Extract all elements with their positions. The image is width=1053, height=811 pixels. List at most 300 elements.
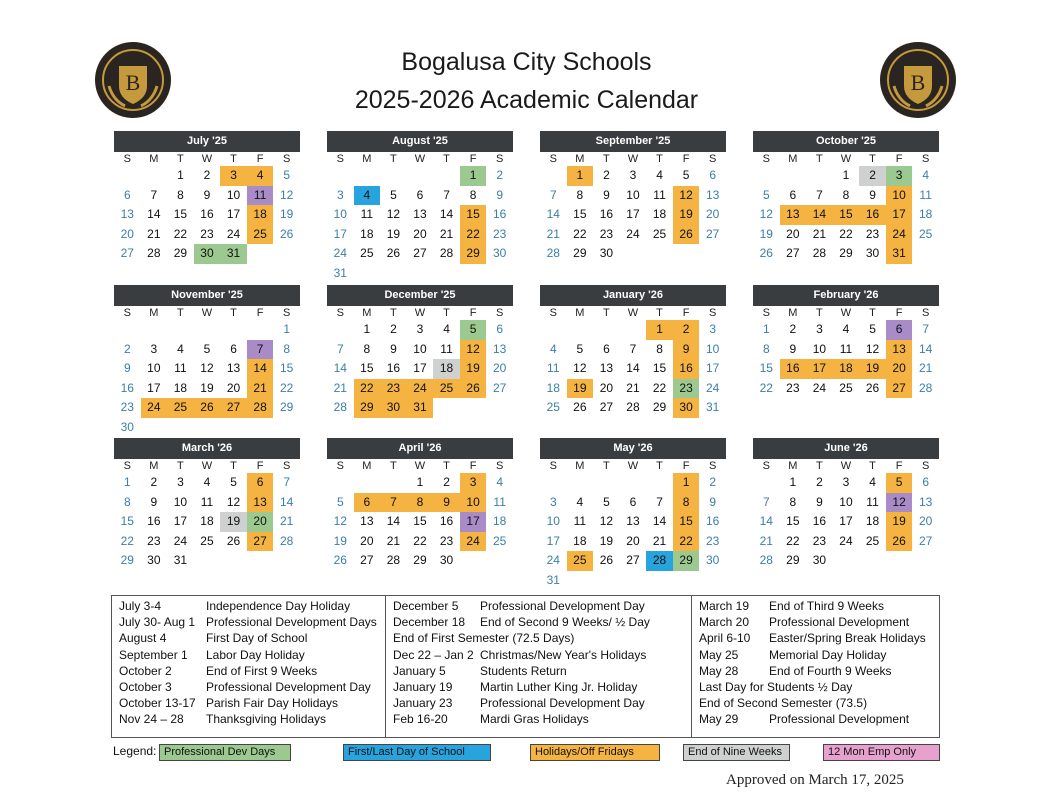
day-cell: 3 bbox=[842, 475, 850, 489]
day-cell: 2 bbox=[443, 475, 450, 489]
event-description: Christmas/New Year's Holidays bbox=[480, 647, 647, 662]
day-cell: 22 bbox=[413, 533, 427, 548]
event-date: July 3-4 bbox=[119, 599, 162, 613]
day-cell: 22 bbox=[839, 226, 853, 241]
weekday-label: W bbox=[201, 153, 213, 165]
day-cell: 29 bbox=[173, 246, 188, 260]
day-cell: 30 bbox=[492, 246, 507, 260]
day-cell: 7 bbox=[549, 187, 557, 202]
weekday-label: S bbox=[708, 307, 717, 319]
day-cell: 17 bbox=[333, 226, 347, 241]
event-description: Professional Development Day bbox=[480, 599, 645, 613]
day-cell: 2 bbox=[123, 341, 131, 356]
event-description: Memorial Day Holiday bbox=[769, 647, 887, 662]
day-cell: 15 bbox=[786, 514, 800, 528]
weekday-label: M bbox=[149, 460, 159, 472]
calendar-title: 2025-2026 Academic Calendar bbox=[354, 86, 699, 114]
empty-day-cell bbox=[141, 166, 168, 186]
event-description: Labor Day Holiday bbox=[206, 647, 305, 662]
empty-day-cell bbox=[753, 166, 780, 186]
day-cell: 11 bbox=[653, 187, 666, 202]
empty-day-cell bbox=[141, 320, 168, 340]
weekday-label: M bbox=[788, 307, 798, 319]
empty-day-cell bbox=[220, 320, 247, 340]
weekday-label: S bbox=[549, 153, 557, 165]
month-calendar bbox=[327, 285, 513, 418]
day-cell: 9 bbox=[603, 187, 610, 202]
day-cell: 9 bbox=[709, 494, 716, 509]
day-cell: 16 bbox=[780, 359, 807, 379]
weekday-label: S bbox=[762, 460, 770, 472]
event-date: Last Day for Students ½ Day bbox=[699, 680, 853, 695]
month-header: June '26 bbox=[753, 438, 939, 459]
day-cell: 2 bbox=[150, 475, 158, 489]
empty-day-cell bbox=[380, 166, 407, 186]
weekday-label: T bbox=[656, 307, 663, 319]
day-cell: 22 bbox=[573, 226, 587, 241]
day-cell: 11 bbox=[200, 494, 214, 509]
month-header: September '25 bbox=[540, 131, 726, 152]
weekday-label: M bbox=[788, 460, 798, 472]
event-description: Martin Luther King Jr. Holiday bbox=[480, 680, 638, 695]
day-cell: 10 bbox=[413, 341, 427, 356]
weekday-header-row bbox=[753, 152, 939, 166]
approval-note: Approved on March 17, 2025 bbox=[726, 772, 904, 788]
day-cell: 15 bbox=[120, 514, 134, 528]
day-cell: 26 bbox=[573, 400, 587, 414]
weekday-header-row bbox=[753, 459, 939, 473]
weekday-label: F bbox=[895, 153, 903, 165]
day-cell: 30 bbox=[673, 398, 700, 418]
day-cell: 25 bbox=[865, 533, 880, 548]
day-grid bbox=[327, 473, 513, 571]
day-cell: 4 bbox=[443, 322, 450, 336]
day-cell: 28 bbox=[386, 553, 401, 567]
day-cell: 18 bbox=[865, 514, 880, 528]
weekday-header-row bbox=[540, 306, 726, 320]
event-description: Mardi Gras Holidays bbox=[480, 712, 589, 727]
event-date: Dec 22 – Jan 2 bbox=[393, 647, 474, 662]
day-cell: 12 bbox=[673, 186, 700, 206]
day-cell: 7 bbox=[247, 340, 274, 360]
empty-day-cell bbox=[194, 320, 221, 340]
day-cell: 26 bbox=[759, 246, 773, 260]
empty-day-cell bbox=[646, 473, 673, 493]
event-row bbox=[699, 598, 941, 614]
day-cell: 9 bbox=[869, 187, 876, 202]
day-cell: 25 bbox=[167, 398, 194, 418]
event-row bbox=[393, 598, 691, 614]
empty-day-cell bbox=[753, 473, 780, 493]
day-cell: 12 bbox=[333, 514, 347, 528]
day-cell: 4 bbox=[869, 475, 876, 489]
weekday-label: T bbox=[390, 307, 397, 319]
day-cell: 25 bbox=[567, 551, 594, 571]
day-cell: 6 bbox=[354, 493, 381, 513]
day-cell: 6 bbox=[123, 187, 131, 202]
month-calendar bbox=[327, 131, 513, 283]
svg-text:B: B bbox=[910, 70, 926, 95]
day-cell: 16 bbox=[147, 514, 161, 528]
day-cell: 15 bbox=[413, 514, 427, 528]
day-cell: 9 bbox=[433, 493, 460, 513]
day-cell: 14 bbox=[806, 205, 833, 225]
day-cell: 24 bbox=[626, 226, 640, 241]
day-cell: 24 bbox=[226, 226, 241, 241]
day-cell: 12 bbox=[759, 207, 773, 221]
day-cell: 24 bbox=[839, 533, 853, 548]
weekday-label: W bbox=[627, 153, 639, 165]
day-cell: 14 bbox=[626, 361, 640, 375]
day-cell: 17 bbox=[626, 207, 640, 221]
day-cell: 11 bbox=[440, 341, 453, 356]
day-cell: 21 bbox=[439, 226, 454, 241]
month-calendar bbox=[540, 131, 726, 264]
day-cell: 28 bbox=[279, 533, 294, 548]
events-column bbox=[386, 596, 692, 737]
weekday-label: T bbox=[230, 153, 237, 165]
day-cell: 20 bbox=[626, 533, 640, 548]
day-grid bbox=[753, 473, 939, 571]
day-cell: 15 bbox=[460, 205, 487, 225]
day-cell: 21 bbox=[652, 533, 667, 548]
day-cell: 7 bbox=[443, 187, 450, 202]
day-cell: 19 bbox=[859, 359, 886, 379]
weekday-label: S bbox=[123, 307, 131, 319]
day-cell: 19 bbox=[220, 512, 247, 532]
day-cell: 31 bbox=[546, 572, 560, 587]
weekday-label: T bbox=[230, 460, 237, 472]
weekday-label: S bbox=[282, 153, 291, 165]
legend-item: First/Last Day of School bbox=[343, 744, 491, 761]
month-calendar bbox=[753, 285, 939, 398]
day-cell: 28 bbox=[759, 553, 773, 567]
weekday-label: T bbox=[816, 307, 823, 319]
day-cell: 21 bbox=[247, 379, 274, 399]
day-cell: 8 bbox=[177, 187, 184, 202]
event-row bbox=[393, 711, 691, 727]
event-row bbox=[699, 679, 941, 695]
weekday-label: M bbox=[575, 307, 585, 319]
day-cell: 7 bbox=[380, 493, 407, 513]
day-cell: 29 bbox=[279, 400, 294, 414]
day-cell: 8 bbox=[283, 341, 290, 356]
district-title: Bogalusa City Schools bbox=[401, 48, 652, 76]
day-cell: 24 bbox=[460, 532, 487, 552]
weekday-label: F bbox=[256, 307, 264, 319]
event-row bbox=[699, 630, 941, 646]
day-cell: 20 bbox=[247, 512, 274, 532]
day-cell: 19 bbox=[567, 379, 594, 399]
weekday-label: S bbox=[708, 153, 717, 165]
day-cell: 13 bbox=[492, 341, 507, 356]
weekday-label: F bbox=[469, 460, 477, 472]
day-cell: 24 bbox=[705, 380, 720, 395]
day-cell: 3 bbox=[177, 475, 184, 489]
event-description: End of Third 9 Weeks bbox=[769, 599, 884, 613]
day-cell: 20 bbox=[360, 533, 374, 548]
day-cell: 4 bbox=[203, 475, 211, 489]
day-cell: 17 bbox=[226, 207, 241, 221]
day-cell: 29 bbox=[786, 553, 800, 567]
day-cell: 26 bbox=[333, 553, 347, 567]
day-cell: 13 bbox=[599, 361, 614, 375]
event-row bbox=[699, 647, 941, 663]
day-cell: 14 bbox=[279, 494, 294, 509]
day-grid bbox=[540, 166, 726, 264]
day-cell: 11 bbox=[839, 341, 853, 356]
day-cell: 23 bbox=[673, 379, 700, 399]
event-row bbox=[393, 647, 691, 663]
day-cell: 12 bbox=[599, 514, 614, 528]
day-grid bbox=[327, 320, 513, 418]
weekday-header-row bbox=[114, 152, 300, 166]
day-cell: 4 bbox=[549, 341, 557, 356]
day-cell: 22 bbox=[460, 225, 487, 245]
day-cell: 1 bbox=[842, 168, 850, 182]
weekday-label: S bbox=[495, 460, 504, 472]
day-cell: 30 bbox=[380, 398, 407, 418]
day-cell: 18 bbox=[573, 533, 587, 548]
month-calendar bbox=[753, 438, 939, 571]
event-row bbox=[119, 695, 385, 711]
day-cell: 4 bbox=[656, 168, 663, 182]
day-cell: 19 bbox=[886, 512, 913, 532]
day-cell: 18 bbox=[247, 205, 274, 225]
day-grid bbox=[753, 320, 939, 398]
day-cell: 26 bbox=[673, 225, 700, 245]
day-cell: 27 bbox=[120, 246, 134, 260]
month-header: November '25 bbox=[114, 285, 300, 306]
day-cell: 19 bbox=[333, 533, 347, 548]
day-cell: 8 bbox=[469, 187, 477, 202]
day-cell: 26 bbox=[279, 226, 294, 241]
weekday-label: S bbox=[549, 307, 557, 319]
day-cell: 27 bbox=[599, 400, 614, 414]
event-date: March 20 bbox=[699, 615, 750, 630]
day-cell: 30 bbox=[439, 553, 454, 567]
day-cell: 23 bbox=[599, 226, 614, 241]
event-description: Independence Day Holiday bbox=[206, 599, 351, 613]
day-cell: 14 bbox=[439, 207, 454, 221]
event-description: Professional Development bbox=[769, 712, 910, 727]
day-cell: 19 bbox=[599, 533, 614, 548]
day-grid bbox=[114, 166, 300, 264]
day-cell: 15 bbox=[573, 207, 587, 221]
month-header: July '25 bbox=[114, 131, 300, 152]
day-cell: 7 bbox=[922, 322, 929, 336]
day-cell: 10 bbox=[886, 186, 913, 206]
weekday-label: F bbox=[682, 460, 690, 472]
day-cell: 16 bbox=[386, 361, 401, 375]
day-cell: 1 bbox=[789, 475, 797, 489]
day-cell: 12 bbox=[886, 493, 913, 513]
day-cell: 24 bbox=[886, 225, 913, 245]
weekday-label: M bbox=[362, 307, 372, 319]
legend-item: End of Nine Weeks bbox=[683, 744, 790, 761]
day-grid bbox=[114, 473, 300, 571]
day-cell: 9 bbox=[123, 361, 131, 375]
day-cell: 17 bbox=[886, 205, 913, 225]
day-cell: 25 bbox=[492, 533, 507, 548]
day-cell: 2 bbox=[603, 168, 610, 182]
day-cell: 4 bbox=[496, 475, 503, 489]
day-cell: 5 bbox=[576, 341, 584, 356]
day-cell: 24 bbox=[333, 246, 347, 260]
day-cell: 22 bbox=[120, 533, 134, 548]
day-cell: 28 bbox=[439, 246, 454, 260]
day-cell: 8 bbox=[576, 187, 584, 202]
day-cell: 5 bbox=[762, 187, 770, 202]
day-cell: 22 bbox=[759, 380, 773, 395]
day-cell: 23 bbox=[439, 533, 454, 548]
day-cell: 15 bbox=[279, 361, 294, 375]
weekday-label: S bbox=[336, 460, 344, 472]
empty-day-cell bbox=[327, 473, 354, 493]
weekday-label: S bbox=[123, 153, 131, 165]
day-cell: 9 bbox=[673, 340, 700, 360]
event-date: July 30- Aug 1 bbox=[119, 615, 196, 630]
day-cell: 17 bbox=[173, 514, 188, 528]
month-calendar bbox=[327, 438, 513, 571]
day-cell: 18 bbox=[918, 207, 933, 221]
day-cell: 1 bbox=[673, 473, 700, 493]
day-cell: 30 bbox=[812, 553, 827, 567]
day-cell: 26 bbox=[886, 532, 913, 552]
day-cell: 14 bbox=[147, 207, 161, 221]
day-cell: 14 bbox=[247, 359, 274, 379]
day-cell: 26 bbox=[194, 398, 221, 418]
day-cell: 6 bbox=[709, 168, 716, 182]
day-cell: 12 bbox=[460, 340, 487, 360]
day-cell: 12 bbox=[200, 361, 214, 375]
day-cell: 9 bbox=[203, 187, 211, 202]
empty-day-cell bbox=[540, 473, 567, 493]
day-cell: 16 bbox=[439, 514, 454, 528]
day-cell: 2 bbox=[203, 168, 211, 182]
day-cell: 10 bbox=[226, 187, 241, 202]
day-cell: 28 bbox=[812, 246, 827, 260]
day-cell: 28 bbox=[147, 246, 161, 260]
weekday-label: W bbox=[627, 460, 639, 472]
legend-item: Holidays/Off Fridays bbox=[530, 744, 660, 761]
weekday-label: S bbox=[336, 153, 344, 165]
day-cell: 12 bbox=[279, 187, 294, 202]
day-cell: 22 bbox=[173, 226, 188, 241]
day-cell: 5 bbox=[682, 168, 690, 182]
day-cell: 22 bbox=[354, 379, 381, 399]
day-cell: 21 bbox=[918, 361, 933, 375]
weekday-label: F bbox=[682, 153, 690, 165]
day-cell: 30 bbox=[865, 246, 880, 260]
day-cell: 17 bbox=[839, 514, 853, 528]
event-row bbox=[699, 663, 941, 679]
day-cell: 27 bbox=[918, 533, 933, 548]
day-cell: 11 bbox=[360, 207, 374, 221]
day-cell: 10 bbox=[839, 494, 853, 509]
event-row bbox=[119, 630, 385, 646]
day-cell: 5 bbox=[203, 341, 211, 356]
day-cell: 26 bbox=[460, 379, 487, 399]
day-cell: 25 bbox=[652, 226, 667, 241]
empty-day-cell bbox=[354, 166, 381, 186]
day-cell: 14 bbox=[386, 514, 401, 528]
day-cell: 26 bbox=[599, 553, 614, 567]
event-date: January 23 bbox=[393, 696, 453, 711]
day-cell: 11 bbox=[247, 186, 274, 206]
day-cell: 17 bbox=[546, 533, 560, 548]
weekday-label: S bbox=[282, 307, 291, 319]
empty-day-cell bbox=[114, 320, 141, 340]
day-cell: 31 bbox=[220, 244, 247, 264]
weekday-label: W bbox=[414, 307, 426, 319]
day-cell: 27 bbox=[220, 398, 247, 418]
weekday-label: W bbox=[840, 460, 852, 472]
day-cell: 23 bbox=[812, 533, 827, 548]
event-row bbox=[699, 711, 941, 727]
day-cell: 5 bbox=[869, 322, 876, 336]
event-date: End of First Semester (72.5 Days) bbox=[393, 631, 575, 646]
event-date: October 3 bbox=[119, 680, 172, 695]
event-description: End of First 9 Weeks bbox=[206, 663, 318, 678]
day-cell: 16 bbox=[673, 359, 700, 379]
day-cell: 21 bbox=[386, 533, 401, 548]
day-cell: 13 bbox=[360, 514, 374, 528]
day-cell: 20 bbox=[705, 207, 720, 221]
day-cell: 21 bbox=[147, 226, 161, 241]
day-cell: 18 bbox=[200, 514, 214, 528]
weekday-label: S bbox=[123, 460, 131, 472]
day-cell: 3 bbox=[629, 168, 637, 182]
empty-day-cell bbox=[540, 166, 567, 186]
empty-day-cell bbox=[620, 320, 647, 340]
day-grid bbox=[753, 166, 939, 264]
day-cell: 4 bbox=[247, 166, 274, 186]
event-date: January 19 bbox=[393, 680, 453, 695]
day-cell: 29 bbox=[652, 400, 667, 414]
day-cell: 10 bbox=[812, 341, 827, 356]
weekday-label: F bbox=[469, 153, 477, 165]
weekday-label: F bbox=[256, 460, 264, 472]
day-cell: 30 bbox=[705, 553, 720, 567]
day-cell: 18 bbox=[433, 359, 460, 379]
month-header: March '26 bbox=[114, 438, 300, 459]
weekday-label: T bbox=[869, 460, 876, 472]
event-date: October 2 bbox=[119, 663, 172, 678]
empty-day-cell bbox=[806, 166, 833, 186]
day-cell: 13 bbox=[413, 207, 427, 221]
event-row bbox=[393, 679, 691, 695]
day-cell: 16 bbox=[812, 514, 827, 528]
weekday-label: S bbox=[708, 460, 717, 472]
weekday-label: F bbox=[895, 307, 903, 319]
event-row bbox=[119, 711, 385, 727]
day-cell: 14 bbox=[333, 361, 347, 375]
day-cell: 19 bbox=[460, 359, 487, 379]
day-cell: 30 bbox=[120, 419, 134, 434]
day-cell: 10 bbox=[626, 187, 640, 202]
month-calendar bbox=[114, 131, 300, 264]
day-cell: 25 bbox=[200, 533, 214, 548]
weekday-label: F bbox=[256, 153, 264, 165]
day-cell: 17 bbox=[806, 359, 833, 379]
weekday-label: T bbox=[869, 153, 876, 165]
day-cell: 6 bbox=[416, 187, 424, 202]
day-cell: 23 bbox=[492, 226, 507, 241]
weekday-header-row bbox=[114, 306, 300, 320]
day-cell: 8 bbox=[656, 341, 663, 356]
day-cell: 21 bbox=[546, 226, 560, 241]
